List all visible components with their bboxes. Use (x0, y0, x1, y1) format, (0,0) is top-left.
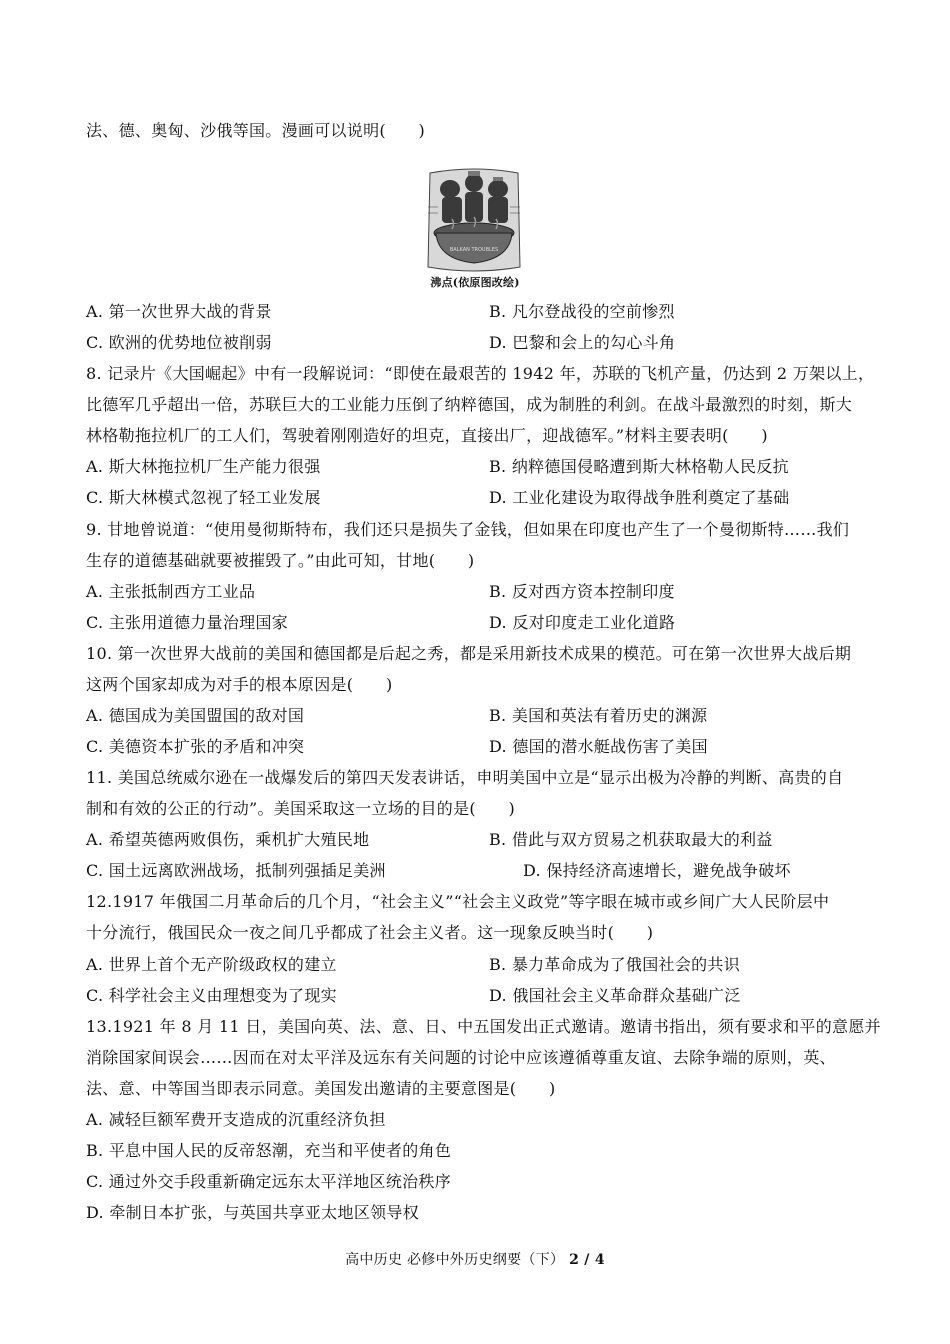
q7-option-b: B. 凡尔登战役的空前惨烈 (489, 302, 675, 321)
page-footer (0, 1249, 950, 1269)
q9-stem-line-1: 9. 甘地曾说道：“使用曼彻斯特布，我们还只是损失了金钱，但如果在印度也产生了一个曼彻斯特……我们 (86, 520, 850, 539)
q11-option-b: B. 借此与双方贸易之机获取最大的利益 (489, 830, 773, 849)
q8-stem-line-3: 林格勒拖拉机厂的工人们，驾驶着刚刚造好的坦克，直接出厂，迎战德军。”材料主要表明( ) (86, 426, 768, 445)
q9-option-c: C. 主张用道德力量治理国家 (86, 613, 289, 632)
q9-stem-line-2: 生存的道德基础就要被摧毁了。”由此可知，甘地( ) (86, 551, 475, 570)
svg-text:BALKAN TROUBLES: BALKAN TROUBLES (449, 247, 499, 253)
q13-stem-line-3: 法、意、中等国当即表示同意。美国发出邀请的主要意图是( ) (86, 1079, 556, 1098)
q8-option-d: D. 工业化建设为取得战争胜利奠定了基础 (489, 488, 790, 507)
q9-option-b: B. 反对西方资本控制印度 (489, 582, 675, 601)
footer-subject: 高中历史 必修中外历史纲要（下） (345, 1252, 565, 1268)
question-7-stem-end: 法、德、奥匈、沙俄等国。漫画可以说明( ) (86, 121, 426, 140)
q13-option-c: C. 通过外交手段重新确定远东太平洋地区统治秩序 (86, 1172, 452, 1191)
q11-option-d: D. 保持经济高速增长，避免战争破坏 (523, 861, 791, 880)
q7-option-a: A. 第一次世界大战的背景 (86, 302, 272, 321)
q8-option-a: A. 斯大林拖拉机厂生产能力很强 (86, 457, 321, 476)
q13-option-d: D. 牵制日本扩张，与英国共享亚太地区领导权 (86, 1203, 420, 1222)
q10-stem-line-1: 10. 第一次世界大战前的美国和德国都是后起之秀，都是采用新技术成果的模范。可在第一次世界大战后期 (86, 644, 852, 663)
q9-option-d: D. 反对印度走工业化道路 (489, 613, 676, 632)
q10-option-a: A. 德国成为美国盟国的敌对国 (86, 706, 305, 725)
q11-option-c: C. 国土远离欧洲战场，抵制列强插足美洲 (86, 861, 386, 880)
q7-option-d: D. 巴黎和会上的勾心斗角 (489, 333, 676, 352)
q13-stem-line-2: 消除国家间误会……因而在对太平洋及远东有关问题的讨论中应该遵循尊重友谊、去除争端的原则，英、 (86, 1048, 836, 1067)
q10-stem-line-2: 这两个国家却成为对手的根本原因是( ) (86, 675, 393, 694)
q9-option-a: A. 主张抵制西方工业品 (86, 582, 256, 601)
q8-option-c: C. 斯大林模式忽视了轻工业发展 (86, 488, 321, 507)
q13-stem-line-1: 13.1921 年 8 月 11 日，美国向英、法、意、日、中五国发出正式邀请。邀请书指出，须有要求和平的意愿并 (86, 1017, 881, 1036)
q13-option-b: B. 平息中国人民的反帝怒潮，充当和平使者的角色 (86, 1141, 452, 1160)
q13-option-a: A. 减轻巨额军费开支造成的沉重经济负担 (86, 1110, 386, 1129)
q11-stem-line-2: 制和有效的公正的行动”。美国采取这一立场的目的是( ) (86, 799, 516, 818)
q8-option-b: B. 纳粹德国侵略遭到斯大林格勒人民反抗 (489, 457, 789, 476)
q12-stem-line-2: 十分流行，俄国民众一夜之间几乎都成了社会主义者。这一现象反映当时( ) (86, 923, 654, 942)
q11-option-a: A. 希望英德两败俱伤，乘机扩大殖民地 (86, 830, 370, 849)
q8-stem-line-2: 比德军几乎超出一倍，苏联巨大的工业能力压倒了纳粹德国，成为制胜的利剑。在战斗最激烈的时刻，斯大 (86, 395, 853, 414)
q7-option-c: C. 欧洲的优势地位被削弱 (86, 333, 272, 352)
q12-option-a: A. 世界上首个无产阶级政权的建立 (86, 955, 337, 974)
boiling-point-cartoon (422, 167, 526, 273)
q10-option-d: D. 德国的潜水艇战伤害了美国 (489, 737, 708, 756)
q8-stem-line-1: 8. 记录片《大国崛起》中有一段解说词：“即使在最艰苦的 1942 年，苏联的飞机产量，仍达到 2 万架以上， (86, 364, 875, 383)
cartoon-caption: 沸点(依原图改绘) (430, 276, 520, 289)
q12-option-b: B. 暴力革命成为了俄国社会的共识 (489, 955, 741, 974)
q12-option-d: D. 俄国社会主义革命群众基础广泛 (489, 986, 741, 1005)
q11-stem-line-1: 11. 美国总统威尔逊在一战爆发后的第四天发表讲话，申明美国中立是“显示出极为冷静的判断、高贵的自 (86, 768, 844, 787)
footer-page-number: 2 / 4 (569, 1252, 605, 1268)
q10-option-c: C. 美德资本扩张的矛盾和冲突 (86, 737, 305, 756)
q12-option-c: C. 科学社会主义由理想变为了现实 (86, 986, 337, 1005)
q10-option-b: B. 美国和英法有着历史的渊源 (489, 706, 708, 725)
q12-stem-line-1: 12.1917 年俄国二月革命后的几个月，“社会主义”“社会主义政党”等字眼在城市或乡间广大人民阶层中 (86, 892, 830, 911)
